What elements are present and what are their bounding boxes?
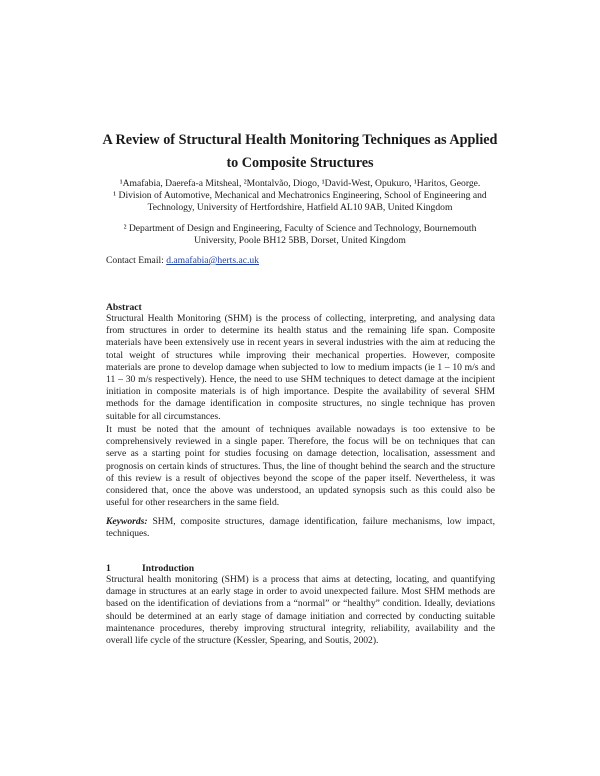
paper-title-line-2: to Composite Structures [226,155,374,171]
keywords-label: Keywords: [106,516,148,527]
affiliation-2-line-1: ² Department of Design and Engineering, Faculty of Science and Technology, Bournemouth [123,223,477,234]
section-1-number: 1 [106,563,111,574]
contact-label: Contact Email: [106,255,167,266]
abstract-paragraph-1: Structural Health Monitoring (SHM) is the process of collecting, interpreting, and analysing data from structures in order to determine its health status and the remaining life span. Composite materials have been extensively use in recent years in several industries with the aim at reducing the total weight of structures while improving their mechanical properties. However, composite materials are prone to develop damage when subjected to low to medium impacts (ie 1 – 10 m/s and 11 – 30 m/s respectively). Hence, the need to use SHM techniques to detect damage at the incipient initiation in composite materials is of high importance. Despite the availability of several SHM methods for the damage identification in composite structures, no single technique has proven suitable for all circumstances. [106,313,495,422]
contact-email-link[interactable]: d.amafabia@herts.ac.uk [166,255,259,266]
abstract-paragraph-2: It must be noted that the amount of techniques available nowadays is too extensive to be comprehensively reviewed in a single paper. Therefore, the focus will be on techniques that can serve as a starting point for studies focusing on damage detection, localisation, assessment and prognosis on certain kinds of structures. Thus, the line of thought behind the search and the structure of this review is a result of objectives beyond the scope of the paper itself. Nevertheless, it was considered that, once the above was understood, an updated synopsis such as this could also be useful for other researchers in the same field. [106,424,495,509]
affiliation-2 [95,223,505,248]
affiliation-2-line-2: University, Poole BH12 5BB, Dorset, United Kingdom [194,235,406,247]
section-1-paragraph-1: Structural health monitoring (SHM) is a process that aims at detecting, locating, and quantifying damage in structures at an early stage in order to avoid unexpected failure. Most SHM methods are based on the identification of deviations from a “normal” or “healthy” condition. Ideally, deviations should be determined at an early stage of damage initiation and corrected by conducting suitable maintenance procedures, thereby improving structural integrity, reliability, availability and the overall life cycle of the structure (Kessler, Spearing, and Soutis, 2002). [106,574,495,647]
abstract-heading: Abstract [106,302,142,313]
author-list: ¹Amafabia, Daerefa-a Mitsheal, ²Montalvão, Diogo, ¹David-West, Opukuro, ¹Haritos, George. [119,178,481,189]
keywords [106,516,495,540]
paper-title-line-1: A Review of Structural Health Monitoring Techniques as Applied [102,132,498,148]
keywords-text: SHM, composite structures, damage identification, failure mechanisms, low impact, techniques. [106,516,495,540]
contact-email-line [106,255,259,267]
section-1-title: Introduction [142,563,195,574]
affiliation-1 [95,190,505,215]
affiliation-1-line-2: Technology, University of Hertfordshire, Hatfield AL10 9AB, United Kingdom [147,202,453,214]
affiliation-1-line-1: ¹ Division of Automotive, Mechanical and Mechatronics Engineering, School of Engineering and [113,190,487,201]
